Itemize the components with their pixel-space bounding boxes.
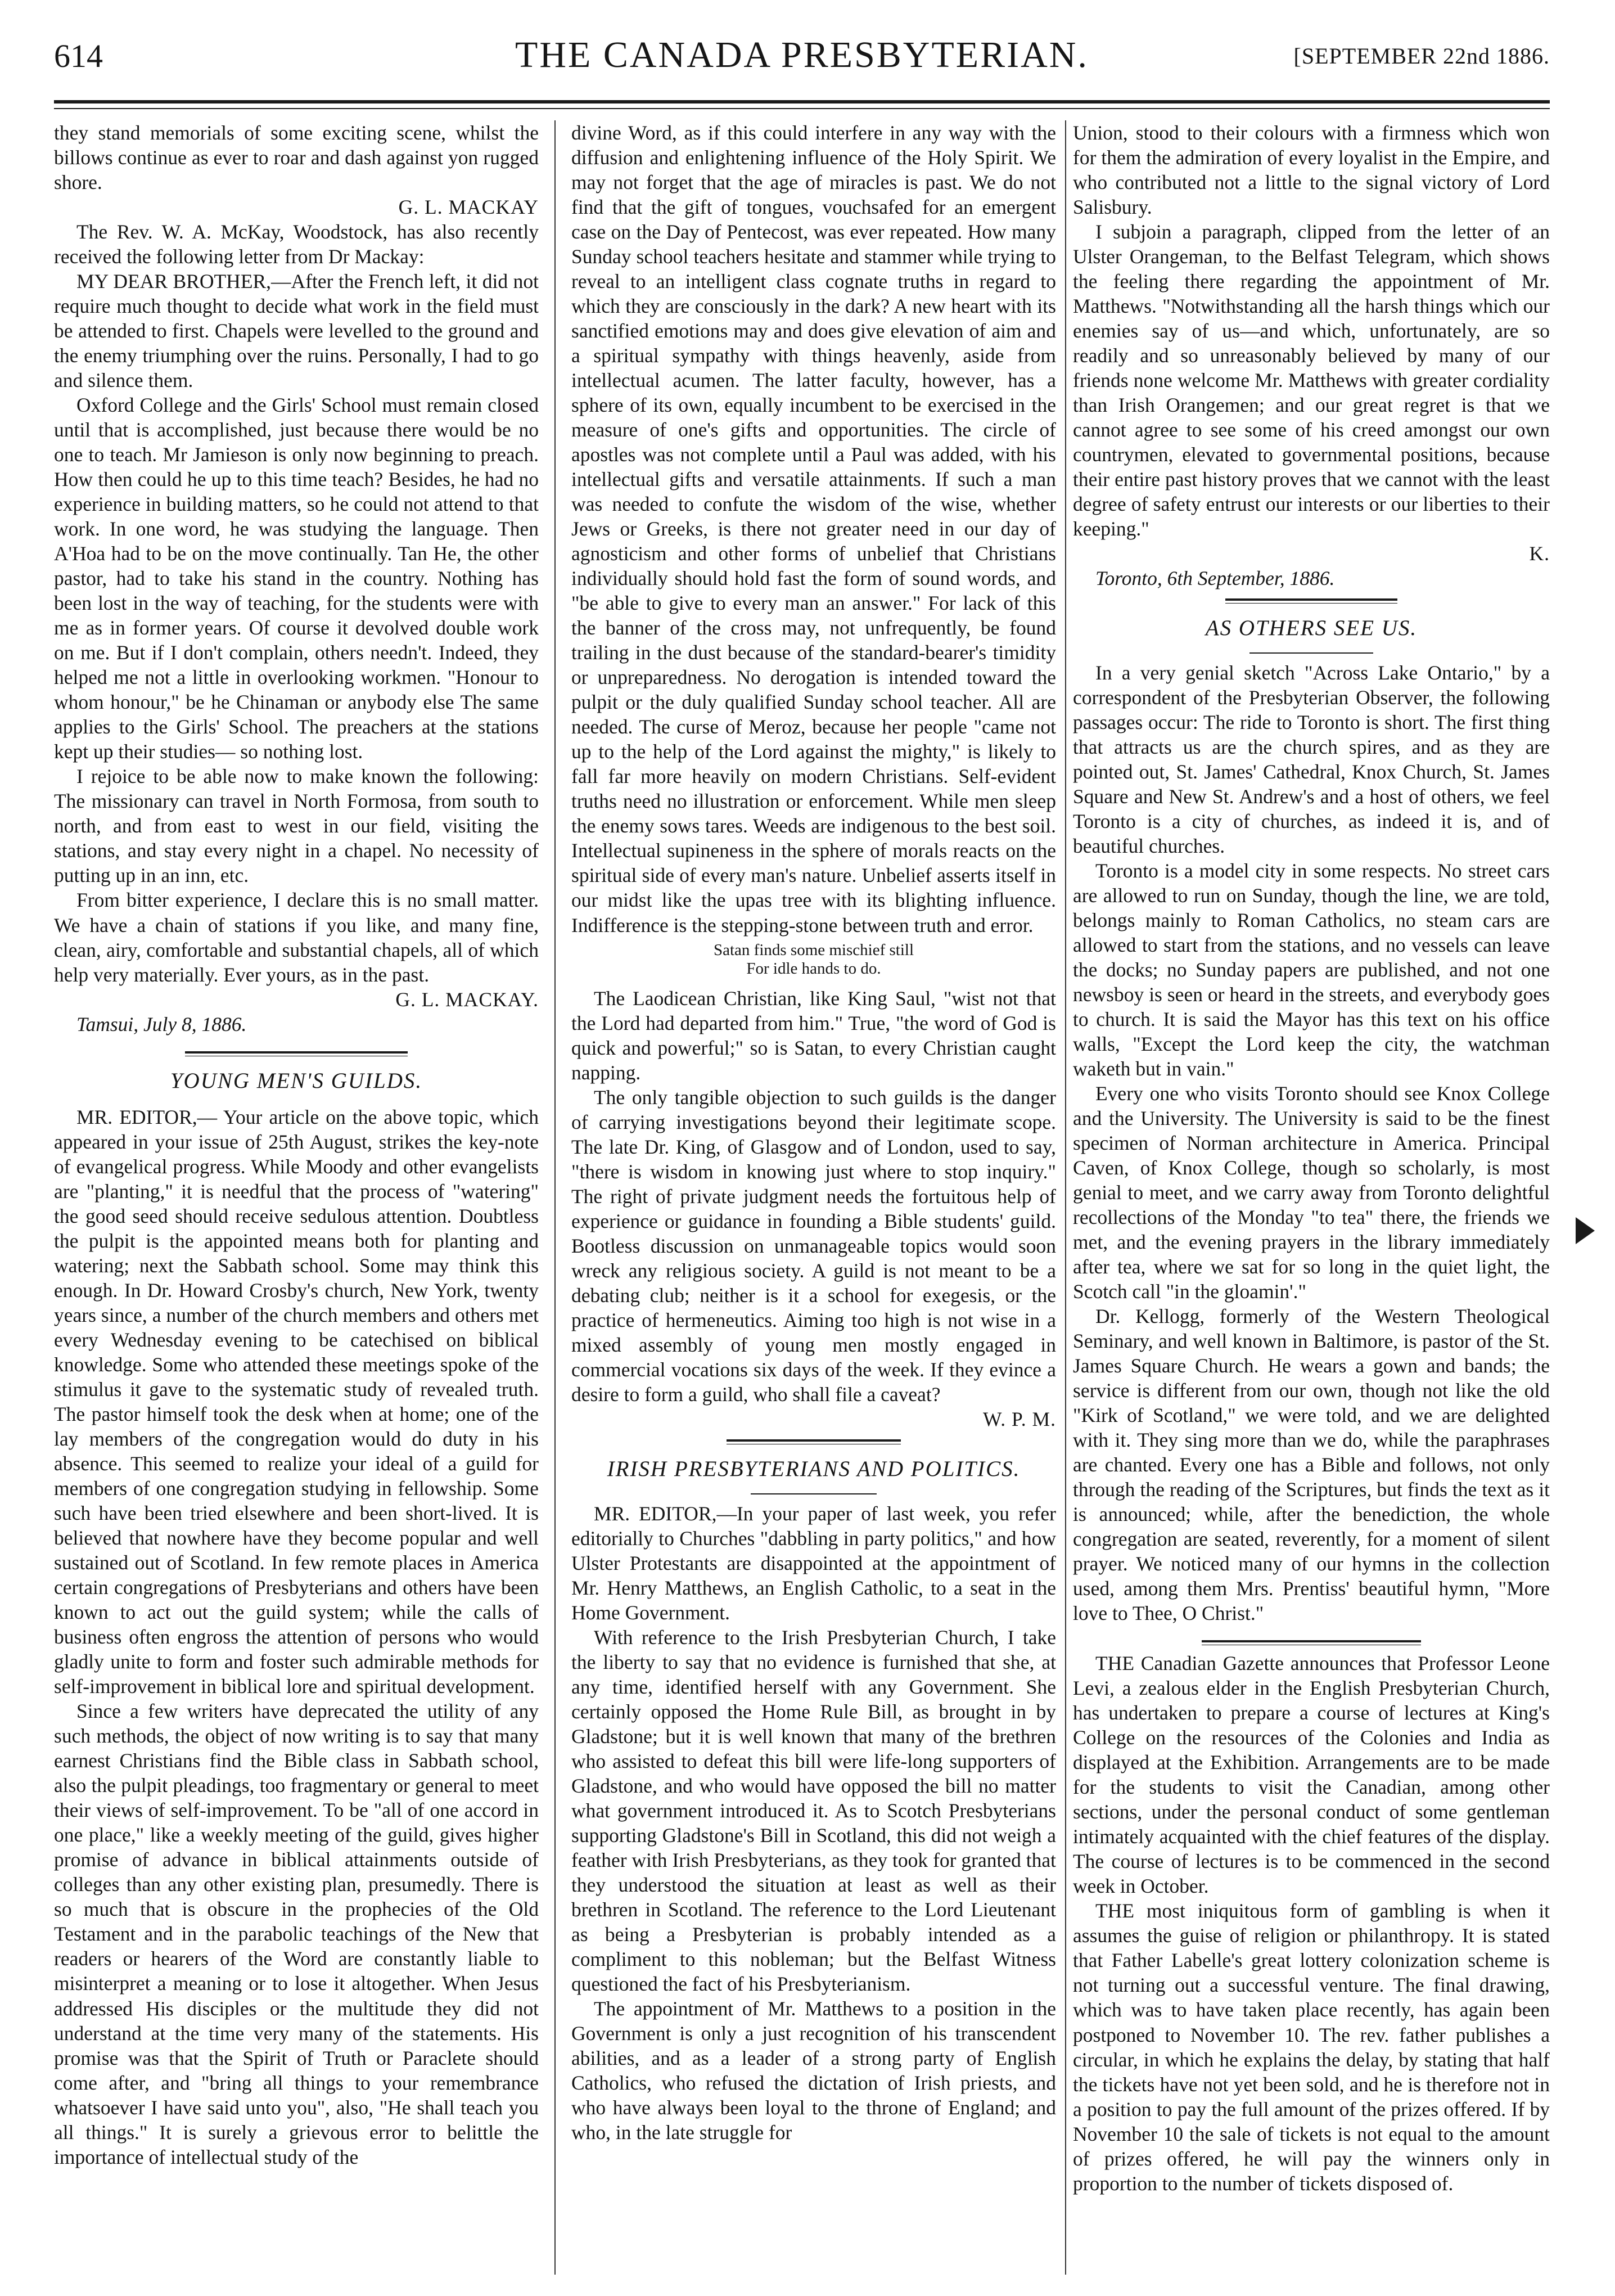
signature: K. bbox=[1529, 542, 1550, 565]
page-header bbox=[54, 29, 1550, 91]
paragraph: Dr. Kellogg, formerly of the Western Theological Seminary, and well known in Baltimore, is pastor of the St. James Square Church. He wears a gown and bands; the service is different from our own, though not like the old "Kirk of Scotland," we were told, and we are delighted with it. They sing more than we do, while the paraphrases are chanted. Every one has a Bible and follows, not only through the reading of the Scriptures, but finds the text as it is announced; while, after the benediction, the whole congregation are seated, reverently, for a moment of silent prayer. We noticed many of our hymns in the collection used, among them Mrs. Prentiss' beautiful hymn, "More love to Thee, O Christ." bbox=[1073, 1305, 1550, 1625]
paragraph: MY DEAR BROTHER,—After the French left, it did not require much thought to decide what work in the field must be attended to first. Chapels were levelled to the ground and the enemy triumphing over the ruins. Personally, I had to go and silence them. bbox=[54, 270, 539, 392]
signature: W. P. M. bbox=[983, 1408, 1056, 1431]
column-2 bbox=[571, 120, 1056, 2275]
header-rule bbox=[54, 100, 1550, 103]
section-divider bbox=[1225, 598, 1397, 604]
section-title: IRISH PRESBYTERIANS AND POLITICS. bbox=[607, 1457, 1021, 1482]
title-underline bbox=[1249, 652, 1373, 654]
paragraph: Toronto is a model city in some respects. No street cars are allowed to run on Sunday, though the line, we are told, belongs mainly to Roman Catholics, no steam cars are allowed to start from the stations, and no vessels can leave the docks; no Sunday papers are published, and not one newsboy is seen or heard in the streets, and everybody goes to church. It is said the Mayor has this text on his office walls, "Except the Lord keep the city, the watchman waketh but in vain." bbox=[1073, 859, 1550, 1080]
page-number: 614 bbox=[54, 38, 103, 74]
paragraph: With reference to the Irish Presbyterian Church, I take the liberty to say that no evidence is furnished that she, at any time, identified herself with any Government. She certainly opposed the Home Rule Bill, as brought in by Gladstone; but it is well known that many of the brethren who assisted to defeat this bill were life-long supporters of Gladstone, and who would have opposed the bill no matter what government introduced it. As to Scotch Presbyterians supporting Gladstone's Bill in Scotland, this did not weigh a feather with Irish Presbyterians, as they took for granted that they understood the situation at least as well as their brethren in Scotland. The reference to the Lord Lieutenant as being a Presbyterian is probably intended as a compliment to this nobleman; but the Belfast Witness questioned the fact of his Presbyterianism. bbox=[571, 1626, 1056, 1996]
paragraph: MR. EDITOR,—In your paper of last week, you refer editorially to Churches "dabbling in party politics," and how Ulster Protestants are disappointed at the appointment of Mr. Henry Matthews, an English Catholic, to a seat in the Home Government. bbox=[571, 1502, 1056, 1624]
verse-line: Satan finds some mischief still bbox=[713, 940, 914, 959]
section-divider bbox=[727, 1439, 901, 1444]
section-title: AS OTHERS SEE US. bbox=[1205, 616, 1418, 641]
header-rule-thin bbox=[54, 108, 1550, 109]
dateline: Toronto, 6th September, 1886. bbox=[1095, 567, 1335, 590]
journal-title: THE CANADA PRESBYTERIAN. bbox=[515, 34, 1089, 75]
paragraph: From bitter experience, I declare this is no small matter. We have a chain of stations if you like, and many fine, clean, airy, comfortable and substantial chapels, all of which help very materially. Ever yours, as in the past. bbox=[54, 889, 539, 986]
paragraph: The Laodicean Christian, like King Saul, "wist not that the Lord had departed from him." True, "the word of God is quick and powerful;" so is Satan, to every Christian caught napping. bbox=[571, 987, 1056, 1084]
paragraph: In a very genial sketch "Across Lake Ontario," by a correspondent of the Presbyterian Observer, the following passages occur: The ride to Toronto is short. The first thing that attracts us are the church spires, and as they are pointed out, St. James' Cathedral, Knox Church, St. James Square and New St. Andrew's and a host of others, we feel Toronto is a city of churches, as indeed it is, and of beautiful churches. bbox=[1073, 661, 1550, 857]
paragraph: divine Word, as if this could interfere in any way with the diffusion and enlightening influence of the Holy Spirit. We may not forget that the age of miracles is past. We do not find that the gift of tongues, vouchsafed for an emergent case on the Day of Pentecost, was ever repeated. How many Sunday school teachers hesitate and stammer while trying to reveal to an intelligent class cognate truths in regard to which they are consciously in the dark? A new heart with its sanctified emotions may and does give elevation of aim and a spiritual sympathy with things heavenly, aside from intellectual acumen. The latter faculty, however, has a sphere of its own, equally incumbent to be exercised in the measure of one's gifts and opportunities. The circle of apostles was not complete until a Paul was added, with his intellectual gifts and versatile attainments. If such a man was needed to confute the wisdom of the wise, whether Jews or Greeks, is there not greater need in our day of agnosticism and other forms of unbelief that Christians individually should hold fast the form of sound words, and "be able to give to every man an answer." For lack of this the banner of the cross may, not unfrequently, be found trailing in the dust because of the standard-bearer's timidity or unpreparedness. No derogation is intended toward the pulpit or the duly qualified Sunday school teacher. All are needed. The curse of Meroz, because her people "came not up to the help of the Lord against the mighty," is likely to fall far more heavily on modern Christians. Self-evident truths need no illustration or enforcement. While men sleep the enemy sows tares. Weeds are indigenous to the best soil. Intellectual supineness in the sphere of morals reacts on the spiritual side of every man's nature. Unbelief asserts itself in our midst like the upas tree with its blighting influence. Indifference is the stepping-stone between truth and error. bbox=[571, 121, 1056, 937]
paragraph: Every one who visits Toronto should see Knox College and the University. The University is said to be the finest specimen of Norman architecture in America. Principal Caven, of Knox College, though so scholarly, is most genial to meet, and we carry away from Toronto delightful recollections of the Monday "to tea" there, the friends we met, and the evening prayers in the library immediately after tea, where we sat for so long in the quiet light, the Scotch call "in the gloamin'." bbox=[1073, 1082, 1550, 1303]
title-underline bbox=[751, 1493, 877, 1494]
triangle-marker-icon bbox=[1576, 1217, 1595, 1244]
paragraph: I rejoice to be able now to make known the following: The missionary can travel in North Formosa, from south to north, and from east to west in our field, visiting the stations, and stay every night in a chapel. No necessity of putting up in an inn, etc. bbox=[54, 765, 539, 887]
paragraph: The Rev. W. A. McKay, Woodstock, has also recently received the following letter from Dr Mackay: bbox=[54, 220, 539, 268]
paragraph: Since a few writers have deprecated the utility of any such methods, the object of now writing is to say that many earnest Christians find the Bible class in Sabbath school, also the pulpit pleadings, too fragmentary or general to meet their views of self-improvement. To be "all of one accord in one place," like a weekly meeting of the guild, gives higher promise of advance in biblical attainments outside of colleges than any other existing plan, presumedly. There is so much that is obscure in the prophecies of the Old Testament and in the parabolic teachings of the New that readers or hearers of the Word are constantly liable to misinterpret a meaning or to lose it altogether. When Jesus addressed His disciples or the multitude they did not understand at the time very many of the statements. His promise was that the Spirit of Truth or Paraclete should come after, and "bring all things to your remembrance whatsoever I have said unto you", also, "He shall teach you all things." It is surely a grievous error to belittle the importance of intellectual study of the bbox=[54, 1700, 539, 2168]
dateline: Tamsui, July 8, 1886. bbox=[76, 1012, 247, 1036]
signature: G. L. MACKAY bbox=[398, 196, 539, 219]
section-divider bbox=[185, 1051, 408, 1056]
paragraph: THE Canadian Gazette announces that Professor Leone Levi, a zealous elder in the English Presbyterian Church, has undertaken to prepare a course of lectures at King's College on the resources of the Colonies and India as displayed at the Exhibition. Arrangements are to be made for the students to visit the Canadian, among other sections, under the personal conduct of some gentleman intimately acquainted with the chief features of the display. The course of lectures is to be commenced in the second week in October. bbox=[1073, 1652, 1550, 1898]
paragraph: The appointment of Mr. Matthews to a position in the Government is only a just recognition of his transcendent abilities, and as a leader of a strong party of English Catholics, who refused the dictation of Irish priests, and who have always been loyal to the throne of England; and who, in the late struggle for bbox=[571, 1997, 1056, 2144]
paragraph: The only tangible objection to such guilds is the danger of carrying investigations beyond their legitimate scope. The late Dr. King, of Glasgow and of London, used to say, "there is wisdom in knowing just where to stop inquiry." The right of private judgment needs the fortuitous help of experience or guidance in founding a Bible students' guild. Bootless discussion on unmanageable topics would soon wreck any religious society. A guild is not meant to be a debating club; neither is it a school for exegesis, or the practice of hermeneutics. Aiming too high is not wise in a mixed assembly of young men mostly engaged in commercial vocations six days of the week. If they evince a desire to form a guild, who shall file a caveat? bbox=[571, 1086, 1056, 1406]
paragraph: I subjoin a paragraph, clipped from the letter of an Ulster Orangeman, to the Belfast Telegram, which shows the feeling there regarding the appointment of Mr. Matthews. "Notwithstanding all the harsh things which our enemies say of us—and which, unfortunately, are so readily and so unreasonably believed by many of our friends none welcome Mr. Matthews with greater cordiality than Irish Orangemen; and our great regret is that we cannot agree to see some of his creed amongst our own countrymen, elevated to governmental positions, because their entire past history proves that we cannot with the least degree of safety entrust our interests or our liberties to their keeping." bbox=[1073, 220, 1550, 541]
paragraph: MR. EDITOR,— Your article on the above topic, which appeared in your issue of 25th August, strikes the key-note of evangelical progress. While Moody and other evangelists are "planting," it is needful that the process of "watering" the good seed should receive sedulous attention. Doubtless the pulpit is the appointed means both for planting and watering; next the Sabbath school. Some may think this enough. In Dr. Howard Crosby's church, New York, twenty years since, a number of the church members and others met every Wednesday evening to be catechised on biblical knowledge. Some who attended these meetings spoke of the stimulus it gave to the systematic study of revealed truth. The pastor himself took the desk when at home; one of the lay members of the congregation would do duty in his absence. This seemed to realize your ideal of a guild for members of one congregation studying in fellowship. Some such have been tried elsewhere and been short-lived. It is believed that nowhere have they become popular and well sustained out of Scotland. In few remote places in America certain congregations of Presbyterians and others have been known to act out the guild system; while the calls of business often engross the attention of persons who would gladly unite to form and foster such admirable methods for self-improvement in biblical lore and spiritual development. bbox=[54, 1105, 539, 1698]
paragraph: Oxford College and the Girls' School must remain closed until that is accomplished, just because there would be no one to teach. Mr Jamieson is only now beginning to preach. How then could he up to this time teach? Besides, he had no experience in building matters, so he could not attend to that work. In one word, he was studying the language. Then A'Hoa had to be on the move continually. Tan He, the other pastor, had to take his stand in the country. Nothing has been lost in the way of teaching, for the students were with me as in former years. Of course it devolved double work on me. But if I don't complain, others needn't. Indeed, they helped me not a little in overlooking workmen. "Honour to whom honour," be he Chinaman or anybody else The same applies to the Girls' School. The preachers at the stations kept up their studies— so nothing lost. bbox=[54, 394, 539, 763]
column-rule bbox=[554, 120, 556, 2275]
section-divider bbox=[1202, 1640, 1421, 1645]
paragraph: they stand memorials of some exciting scene, whilst the billows continue as ever to roar and dash against yon rugged shore. bbox=[54, 121, 539, 194]
column-1 bbox=[54, 120, 539, 2275]
issue-date: [SEPTEMBER 22nd 1886. bbox=[1293, 43, 1550, 69]
verse-line: For idle hands to do. bbox=[746, 959, 881, 978]
verse-quote bbox=[571, 941, 1056, 979]
signature: G. L. MACKAY. bbox=[395, 988, 539, 1011]
column-rule bbox=[1065, 120, 1066, 2275]
paragraph: Union, stood to their colours with a firmness which won for them the admiration of every loyalist in the Empire, and who contributed not a little to the signal victory of Lord Salisbury. bbox=[1073, 121, 1550, 219]
section-title: YOUNG MEN'S GUILDS. bbox=[170, 1068, 423, 1093]
column-3 bbox=[1073, 120, 1550, 2275]
paragraph: THE most iniquitous form of gambling is when it assumes the guise of religion or philanthropy. It is stated that Father Labelle's great lottery colonization scheme is not turning out a successful venture. The final drawing, which was to have taken place recently, has again been postponed to November 10. The rev. father publishes a circular, in which he explains the delay, by stating that half the tickets have not yet been sold, and he is therefore not in a position to pay the full amount of the prizes offered. If by November 10 the sale of tickets is not equal to the amount of prizes offered, he will pay the winners only in proportion to the number of tickets disposed of. bbox=[1073, 1899, 1550, 2195]
